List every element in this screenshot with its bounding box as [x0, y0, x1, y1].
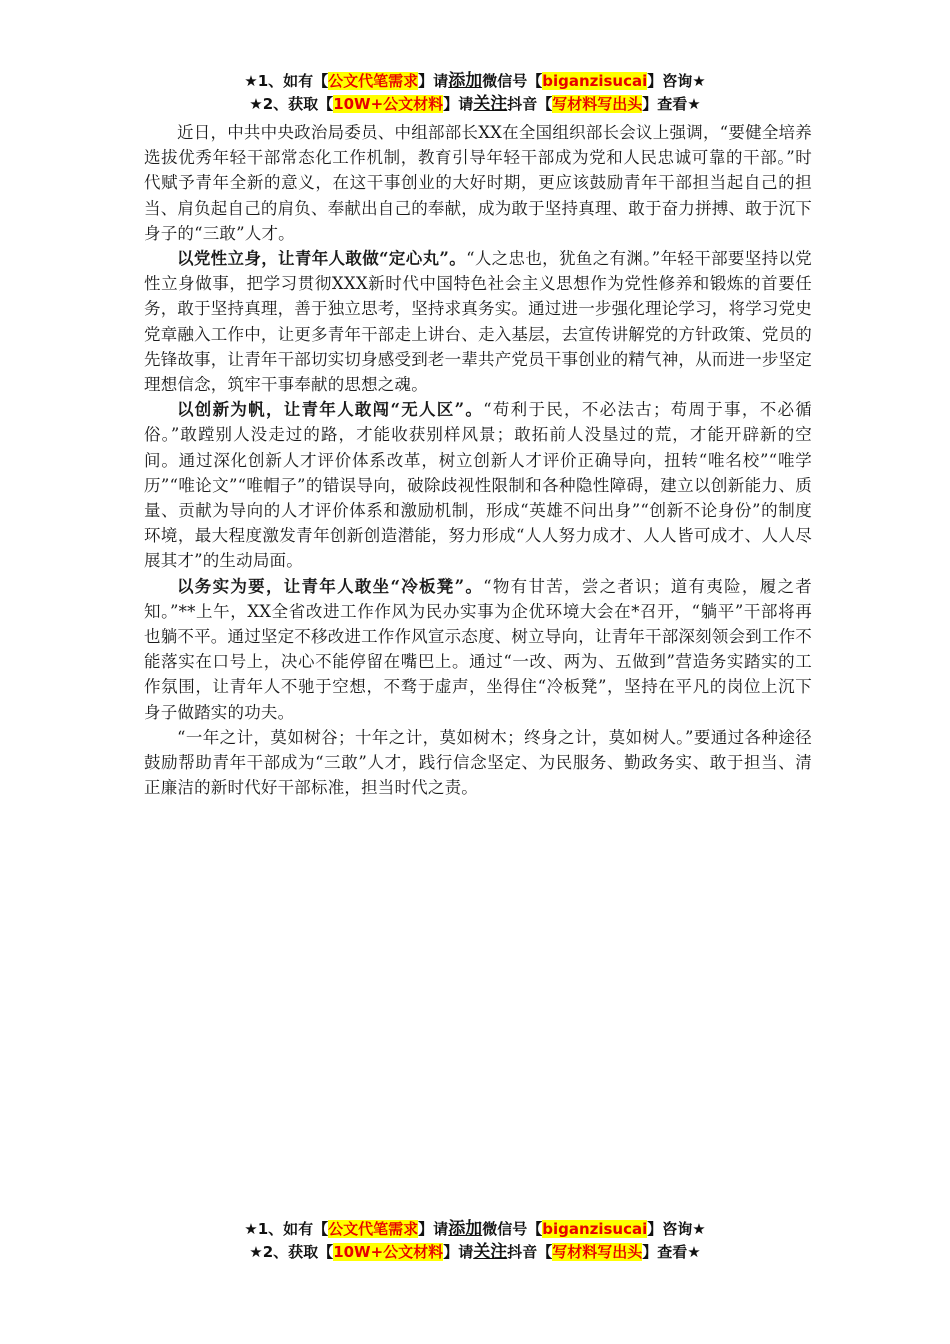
paragraph-pragmatism	[144, 574, 812, 725]
section-heading: 以党性立身，让青年人敢做“定心丸”。	[177, 249, 467, 269]
banner-text: ★2、获取【	[249, 95, 334, 113]
section-heading: 以务实为要，让青年人敢坐“冷板凳”。	[177, 576, 484, 596]
banner-text: 】请	[443, 1243, 474, 1261]
highlight-douyin: 写材料写出头	[552, 95, 643, 113]
paragraph-text: “物有甘苦，尝之者识；道有夷险，履之者知。”**上午，XX全省改进工作作风为民办实事为企优环境大会在*召开，“躺平”干部将再也躺不平。通过坚定不移改进工作作风宣示态度、树立导向，让青年干部深刻领会到工作不能落实在口号上，决心不能停留在嘴巴上。通过“一改、两为、五做到”营造务实踏实的工作氛围，让青年人不驰于空想，不骛于虚声，坐得住“冷板凳”，坚持在平凡的岗位上沉下身子做踏实的功夫。	[144, 576, 812, 722]
paragraph-party-spirit	[144, 246, 812, 397]
banner-text: 】请	[443, 95, 474, 113]
banner-line-1	[0, 1218, 950, 1241]
paragraph-text: “人之忠也，犹鱼之有渊。”年轻干部要坚持以党性立身做事，把学习贯彻XXX新时代中国特色社会主义思想作为党性修养和锻炼的首要任务，敢于坚持真理，善于独立思考，坚持求真务实。通过进一步强化理论学习，将学习党史党章融入工作中，让更多青年干部走上讲台、走入基层，去宣传讲解党的方针政策、党员的先锋故事，让青年干部切实切身感受到老一辈共产党员干事创业的精气神，从而进一步坚定理想信念，筑牢干事奉献的思想之魂。	[144, 249, 812, 395]
banner-text: 】咨询★	[647, 1220, 706, 1238]
banner-text: ★2、获取【	[249, 1243, 334, 1261]
banner-text: 】查看★	[642, 95, 701, 113]
header-banner	[0, 70, 950, 116]
paragraph-text: “苟利于民，不必法古；苟周于事，不必循俗。”敢蹚别人没走过的路，才能收获别样风景；敢拓前人没垦过的荒，才能开辟新的空间。通过深化创新人才评价体系改革，树立创新人才评价正确导向，扭转“唯名校”“唯学历”“唯论文”“唯帽子”的错误导向，破除歧视性限制和各种隐性障碍，建立以创新能力、质量、贡献为导向的人才评价体系和激励机制，形成“英雄不问出身”“创新不论身份”的制度环境，最大程度激发青年创新创造潜能，努力形成“人人努力成才、人人皆可成才、人人尽展其才”的生动局面。	[144, 400, 812, 571]
banner-line-2	[0, 93, 950, 116]
paragraph-intro: 近日，中共中央政治局委员、中组部部长XX在全国组织部长会议上强调，“要健全培养选拔优秀年轻干部常态化工作机制，教育引导年轻干部成为党和人民忠诚可靠的干部。”时代赋予青年全新的意义，在这干事创业的大好时期，更应该鼓励青年干部担当起自己的担当、肩负起自己的肩负、奉献出自己的奉献，成为敢于坚持真理、敢于奋力拼搏、敢于沉下身子的“三敢”人才。	[144, 123, 812, 243]
banner-text: 】咨询★	[647, 72, 706, 90]
banner-text: ★1、如有【	[244, 1220, 329, 1238]
highlight-wechat-id: biganzisucai	[542, 72, 648, 90]
banner-text: 抖音【	[507, 95, 553, 113]
paragraph-innovation	[144, 397, 812, 573]
banner-text: 微信号【	[482, 72, 543, 90]
underline-text: 关注	[473, 94, 508, 114]
banner-line-2	[0, 1241, 950, 1264]
highlight-materials: 10W+公文材料	[333, 1243, 444, 1261]
banner-text: 抖音【	[507, 1243, 553, 1261]
banner-line-1	[0, 70, 950, 93]
highlight-materials: 10W+公文材料	[333, 95, 444, 113]
paragraph-conclusion: “一年之计，莫如树谷；十年之计，莫如树木；终身之计，莫如树人。”要通过各种途径鼓励帮助青年干部成为“三敢”人才，践行信念坚定、为民服务、勤政务实、敢于担当、清正廉洁的新时代好干部标准，担当时代之责。	[144, 727, 812, 798]
banner-text: ★1、如有【	[244, 72, 329, 90]
underline-text: 关注	[473, 1242, 508, 1262]
highlight-service: 公文代笔需求	[328, 1220, 419, 1238]
section-heading: 以创新为帆，让青年人敢闯“无人区”。	[177, 400, 484, 420]
article-body	[144, 120, 812, 800]
banner-text: 】请	[418, 72, 449, 90]
banner-text: 】请	[418, 1220, 449, 1238]
underline-text: 添加	[448, 1219, 483, 1239]
footer-banner	[0, 1218, 950, 1264]
highlight-service: 公文代笔需求	[328, 72, 419, 90]
highlight-douyin: 写材料写出头	[552, 1243, 643, 1261]
highlight-wechat-id: biganzisucai	[542, 1220, 648, 1238]
underline-text: 添加	[448, 71, 483, 91]
banner-text: 微信号【	[482, 1220, 543, 1238]
banner-text: 】查看★	[642, 1243, 701, 1261]
